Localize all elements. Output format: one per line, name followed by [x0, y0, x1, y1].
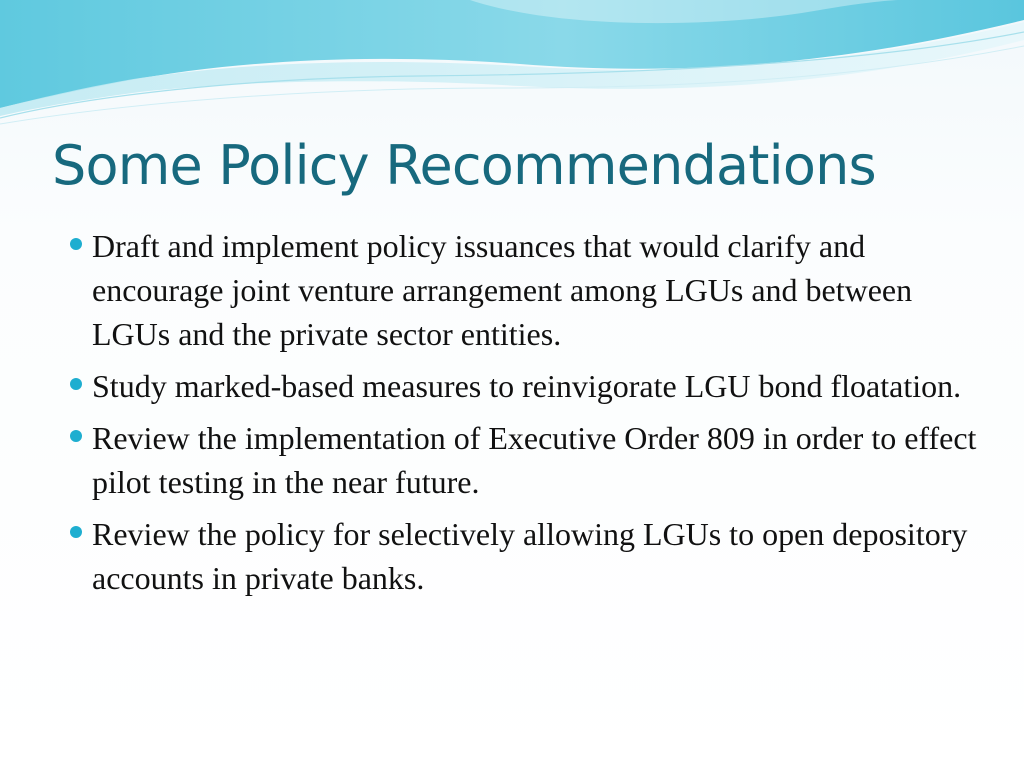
- bullet-dot-icon: [70, 378, 82, 390]
- bullet-dot-icon: [70, 526, 82, 538]
- bullet-item: [64, 512, 979, 600]
- bullet-text: Review the implementation of Executive Order 809 in order to effect pilot testing in the near future.: [92, 420, 977, 500]
- bullet-item: [64, 364, 979, 408]
- bullet-text: Review the policy for selectively allowing LGUs to open depository accounts in private banks.: [92, 516, 968, 596]
- bullet-text: Draft and implement policy issuances that would clarify and encourage joint venture arrangement among LGUs and between LGUs and the private sector entities.: [92, 228, 913, 352]
- bullet-item: [64, 416, 979, 504]
- bullet-list: [64, 224, 979, 608]
- bullet-dot-icon: [70, 430, 82, 442]
- bullet-text: Study marked-based measures to reinvigorate LGU bond floatation.: [92, 368, 962, 404]
- bullet-item: [64, 224, 979, 356]
- bullet-dot-icon: [70, 238, 82, 250]
- header-wave-decoration: [0, 0, 1024, 130]
- slide-title: Some Policy Recommendations: [52, 134, 876, 197]
